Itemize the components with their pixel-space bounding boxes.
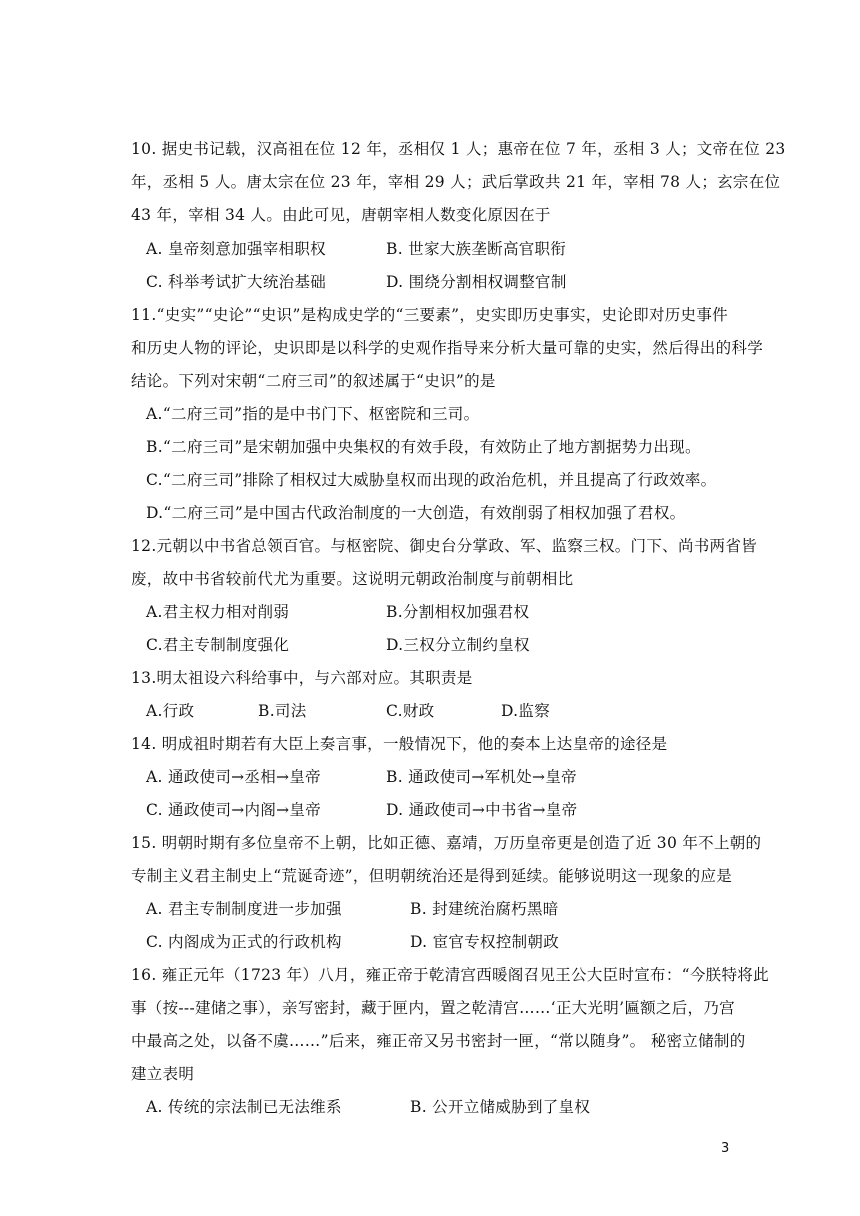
- question-13-option-b: B.司法: [258, 702, 307, 720]
- question-14-option-c: C. 通政使司→内阁→皇帝: [146, 801, 322, 819]
- question-10-line-2: 年，丞相 5 人。唐太宗在位 23 年，宰相 29 人；武后掌政共 21 年，宰相 78 人；玄宗在位: [131, 173, 781, 191]
- question-10-option-a: A. 皇帝刻意加强宰相职权: [146, 240, 326, 258]
- question-14-option-d: D. 通政使司→中书省→皇帝: [386, 801, 578, 819]
- question-15-option-a: A. 君主专制制度进一步加强: [146, 900, 342, 918]
- question-12-option-a: A.君主权力相对削弱: [146, 603, 290, 621]
- question-16-option-a: A. 传统的宗法制已无法维系: [146, 1098, 342, 1116]
- question-15-option-d: D. 宦官专权控制朝政: [410, 933, 560, 951]
- question-13-option-a: A.行政: [146, 702, 195, 720]
- question-13-option-d: D.监察: [501, 702, 551, 720]
- question-15-option-c: C. 内阁成为正式的行政机构: [146, 933, 342, 951]
- question-15-option-b: B. 封建统治腐朽黑暗: [410, 900, 559, 918]
- question-10-option-d: D. 围绕分割相权调整官制: [386, 273, 567, 291]
- question-12-line-2: 废，故中书省较前代尤为重要。这说明元朝政治制度与前朝相比: [131, 570, 574, 588]
- question-16-line-1: 16. 雍正元年（1723 年）八月，雍正帝于乾清宫西暖阁召见王公大臣时宣布：“今朕特将此: [131, 966, 769, 984]
- question-13-option-c: C.财政: [386, 702, 435, 720]
- question-11-option-d: D.“二府三司”是中国古代政治制度的一大创造，有效削弱了相权加强了君权。: [146, 504, 686, 522]
- question-14-line-1: 14. 明成祖时期若有大臣上奏言事，一般情况下，他的奏本上达皇帝的途径是: [131, 735, 668, 753]
- question-11-line-2: 和历史人物的评论，史识即是以科学的史观作指导来分析大量可靠的史实，然后得出的科学: [131, 339, 764, 357]
- question-10-option-b: B. 世家大族垄断高官职衔: [386, 240, 567, 258]
- question-12-line-1: 12.元朝以中书省总领百官。与枢密院、御史台分掌政、军、监察三权。门下、尚书两省皆: [131, 537, 757, 555]
- question-11-line-1: 11.“史实”“史论”“史识”是构成史学的“三要素”，史实即历史事实，史论即对历史事件: [131, 306, 728, 324]
- question-11-option-b: B.“二府三司”是宋朝加强中央集权的有效手段，有效防止了地方割据势力出现。: [146, 438, 701, 456]
- question-16-line-2: 事（按---建储之事），亲写密封，藏于匣内，置之乾清宫……‘正大光明’匾额之后，乃宫: [131, 999, 735, 1017]
- question-15-line-1: 15. 明朝时期有多位皇帝不上朝，比如正德、嘉靖，万历皇帝更是创造了近 30 年不上朝的: [131, 834, 762, 852]
- question-16-line-4: 建立表明: [131, 1065, 195, 1083]
- question-12-option-c: C.君主专制制度强化: [146, 636, 290, 654]
- question-10-option-c: C. 科举考试扩大统治基础: [146, 273, 327, 291]
- question-16-option-b: B. 公开立储威胁到了皇权: [410, 1098, 591, 1116]
- question-10-line-3: 43 年，宰相 34 人。由此可见，唐朝宰相人数变化原因在于: [131, 206, 551, 224]
- question-11-line-3: 结论。下列对宋朝“二府三司”的叙述属于“史识”的是: [131, 372, 496, 390]
- question-10-line-1: 10. 据史书记载，汉高祖在位 12 年，丞相仅 1 人；惠帝在位 7 年，丞相 3 人；文帝在位 23: [131, 140, 786, 158]
- question-11-option-c: C.“二府三司”排除了相权过大威胁皇权而出现的政治危机，并且提高了行政效率。: [146, 471, 717, 489]
- question-14-option-a: A. 通政使司→丞相→皇帝: [146, 768, 321, 786]
- question-15-line-2: 专制主义君主制史上“荒诞奇迹”，但明朝统治还是得到延续。能够说明这一现象的应是: [131, 867, 733, 885]
- question-13-line-1: 13.明太祖设六科给事中，与六部对应。其职责是: [131, 669, 473, 687]
- question-12-option-d: D.三权分立制约皇权: [386, 636, 530, 654]
- question-11-option-a: A.“二府三司”指的是中书门下、枢密院和三司。: [146, 405, 480, 423]
- page-number: 3: [721, 1141, 730, 1156]
- question-12-option-b: B.分割相权加强君权: [386, 603, 530, 621]
- question-16-line-3: 中最高之处，以备不虞……”后来，雍正帝又另书密封一匣，“常以随身”。 秘密立储制的: [131, 1032, 746, 1050]
- question-14-option-b: B. 通政使司→军机处→皇帝: [386, 768, 577, 786]
